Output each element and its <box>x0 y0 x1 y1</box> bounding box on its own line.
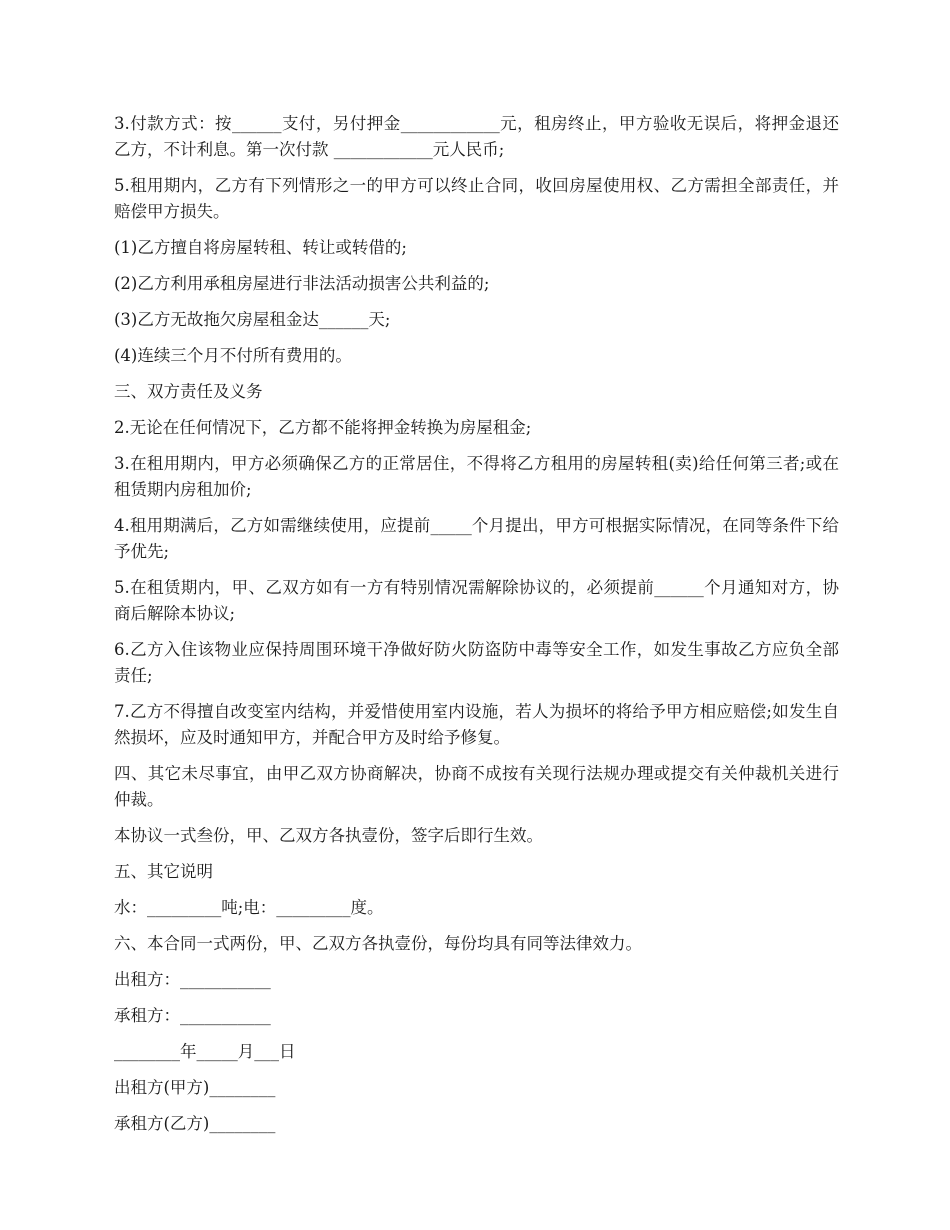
responsibility-item-7: 7.乙方不得擅自改变室内结构，并爱惜使用室内设施，若人为损坏的将给予甲方相应赔偿;如发生自然损坏，应及时通知甲方，并配合甲方及时给予修复。 <box>114 702 839 747</box>
agreement-copies-statement: 本协议一式叁份，甲、乙双方各执壹份，签字后即行生效。 <box>114 826 543 845</box>
date-line: ________年_____月___日 <box>114 1042 296 1061</box>
termination-item-1: (1)乙方擅自将房屋转租、转让或转借的; <box>114 238 407 257</box>
termination-item-3: (3)乙方无故拖欠房屋租金达______天; <box>114 310 391 329</box>
lessee-signature-line: 承租方：___________ <box>114 1006 271 1025</box>
responsibility-item-3: 3.在租用期内，甲方必须确保乙方的正常居住，不得将乙方租用的房屋转租(卖)给任何第三者;或在租赁期内房租加价; <box>114 454 839 499</box>
lessee-party-b-line: 承租方(乙方)________ <box>114 1114 276 1133</box>
section-heading-responsibilities: 三、双方责任及义务 <box>114 382 263 401</box>
responsibility-item-2: 2.无论在任何情况下，乙方都不能将押金转换为房屋租金; <box>114 418 532 437</box>
utility-readings-line: 水：_________吨;电：_________度。 <box>114 898 384 917</box>
termination-item-4: (4)连续三个月不付所有费用的。 <box>114 346 352 365</box>
lessor-party-a-line: 出租方(甲方)________ <box>114 1078 276 1097</box>
responsibility-item-6: 6.乙方入住该物业应保持周围环境干净做好防火防盗防中毒等安全工作，如发生事故乙方应负全部责任; <box>114 640 839 685</box>
lessor-signature-line: 出租方：___________ <box>114 970 271 989</box>
section-heading-other-notes: 五、其它说明 <box>114 862 213 881</box>
clause-termination-conditions: 5.租用期内，乙方有下列情形之一的甲方可以终止合同，收回房屋使用权、乙方需担全部责任，并赔偿甲方损失。 <box>114 176 839 221</box>
section-other-matters: 四、其它未尽事宜，由甲乙双方协商解决，协商不成按有关现行法规办理或提交有关仲裁机关进行仲裁。 <box>114 764 839 809</box>
responsibility-item-4: 4.租用期满后，乙方如需继续使用，应提前_____个月提出，甲方可根据实际情况，在同等条件下给予优先; <box>114 516 839 561</box>
clause-payment-method: 3.付款方式：按______支付，另付押金____________元，租房终止，甲方验收无误后，将押金退还乙方，不计利息。第一次付款 ____________元人民币; <box>114 114 839 159</box>
responsibility-item-5: 5.在租赁期内，甲、乙双方如有一方有特别情况需解除协议的，必须提前______个月通知对方，协商后解除本协议; <box>114 578 839 623</box>
contract-copies-statement: 六、本合同一式两份，甲、乙双方各执壹份，每份均具有同等法律效力。 <box>114 934 642 953</box>
termination-item-2: (2)乙方利用承租房屋进行非法活动损害公共利益的; <box>114 274 490 293</box>
document-body <box>114 111 839 1147</box>
